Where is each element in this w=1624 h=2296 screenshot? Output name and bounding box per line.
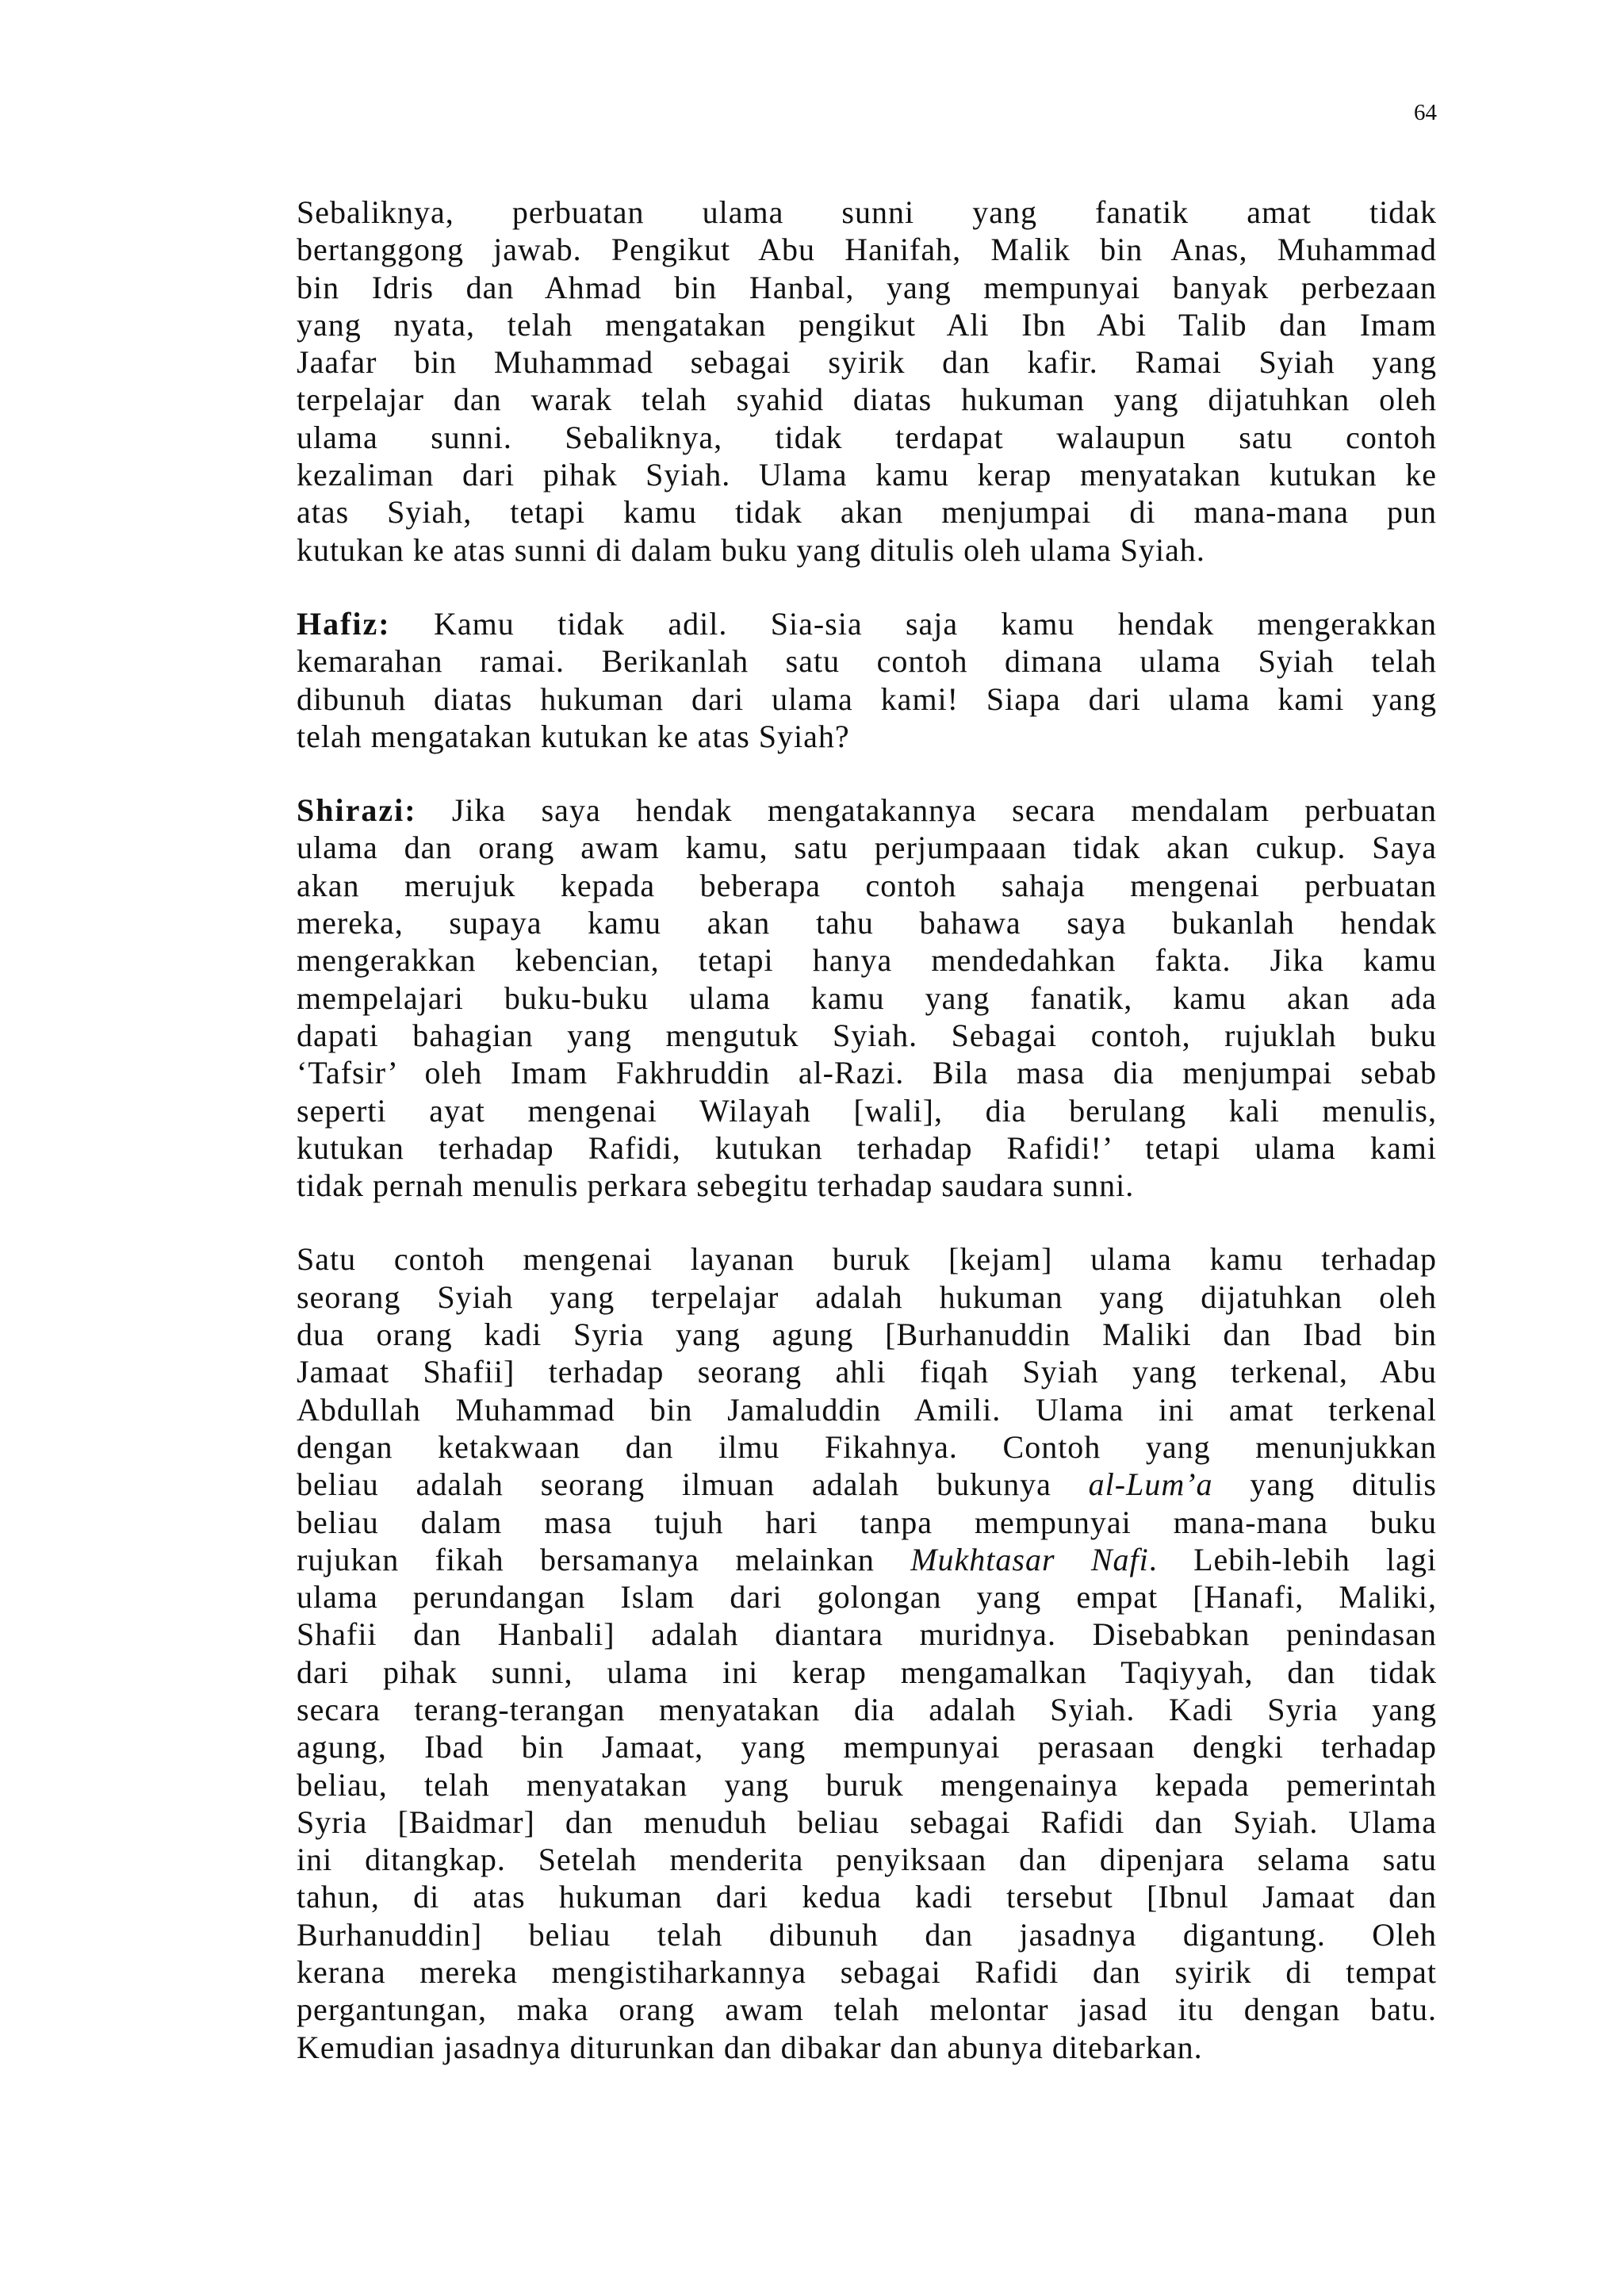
text-line: [297, 792, 1437, 829]
text-line: ulama dan orang awam kamu, satu perjumpaaan tidak akan cukup. Saya: [297, 830, 1437, 866]
text-line: dapati bahagian yang mengutuk Syiah. Sebagai contoh, rujuklah buku: [297, 1017, 1437, 1053]
line-text: yang ditulis: [1212, 1466, 1437, 1503]
text-line: atas Syiah, tetapi kamu tidak akan menjumpai di mana-mana pun: [297, 494, 1437, 531]
book-title: Mukhtasar Nafi: [910, 1541, 1149, 1577]
text-line: Burhanuddin] beliau telah dibunuh dan jasadnya digantung. Oleh: [297, 1916, 1437, 1953]
text-line: kezaliman dari pihak Syiah. Ulama kamu kerap menyatakan kutukan ke: [297, 457, 1437, 493]
speech-text: Jika saya hendak mengatakannya secara mendalam perbuatan: [416, 792, 1437, 829]
text-line: tahun, di atas hukuman dari kedua kadi tersebut [Ibnul Jamaat dan: [297, 1879, 1437, 1915]
text-line: Satu contoh mengenai layanan buruk [kejam] ulama kamu terhadap: [297, 1241, 1437, 1278]
text-line: kerana mereka mengistiharkannya sebagai Rafidi dan syirik di tempat: [297, 1954, 1437, 1991]
text-line: Abdullah Muhammad bin Jamaluddin Amili. Ulama ini amat terkenal: [297, 1391, 1437, 1428]
text-line: kemarahan ramai. Berikanlah satu contoh dimana ulama Syiah telah: [297, 643, 1437, 680]
text-line: dari pihak sunni, ulama ini kerap mengamalkan Taqiyyah, dan tidak: [297, 1654, 1437, 1690]
text-line: ‘Tafsir’ oleh Imam Fakhruddin al-Razi. Bila masa dia menjumpai sebab: [297, 1055, 1437, 1091]
text-line: seorang Syiah yang terpelajar adalah hukuman yang dijatuhkan oleh: [297, 1278, 1437, 1315]
text-line: yang nyata, telah mengatakan pengikut Ali Ibn Abi Talib dan Imam: [297, 306, 1437, 343]
text-line: telah mengatakan kutukan ke atas Syiah?: [297, 718, 850, 754]
text-line: akan merujuk kepada beberapa contoh sahaja mengenai perbuatan: [297, 867, 1437, 903]
text-line: seperti ayat mengenai Wilayah [wali], dia berulang kali menulis,: [297, 1092, 1437, 1129]
speech-text: Kamu tidak adil. Sia-sia saja kamu hendak mengerakkan: [390, 605, 1437, 642]
line-text: . Lebih-lebih lagi: [1148, 1541, 1437, 1577]
text-line: Kemudian jasadnya diturunkan dan dibakar dan abunya ditebarkan.: [297, 2029, 1203, 2065]
text-line: Syria [Baidmar] dan menuduh beliau sebagai Rafidi dan Syiah. Ulama: [297, 1803, 1437, 1840]
text-line: Jaafar bin Muhammad sebagai syirik dan kafir. Ramai Syiah yang: [297, 344, 1437, 381]
paragraph-4: [297, 1240, 1437, 2066]
text-line: tidak pernah menulis perkara sebegitu terhadap saudara sunni.: [297, 1167, 1135, 1204]
text-line: dibunuh diatas hukuman dari ulama kami! Siapa dari ulama kami yang: [297, 680, 1437, 717]
text-line: ulama perundangan Islam dari golongan yang empat [Hanafi, Maliki,: [297, 1579, 1437, 1616]
text-line: beliau dalam masa tujuh hari tanpa mempunyai mana-mana buku: [297, 1504, 1437, 1540]
paragraph-shirazi: [297, 792, 1437, 1204]
text-line: agung, Ibad bin Jamaat, yang mempunyai perasaan dengki terhadap: [297, 1729, 1437, 1765]
text-line: secara terang-terangan menyatakan dia adalah Syiah. Kadi Syria yang: [297, 1691, 1437, 1727]
text-line: ini ditangkap. Setelah menderita penyiksaan dan dipenjara selama satu: [297, 1842, 1437, 1878]
text-line: beliau, telah menyatakan yang buruk mengenainya kepada pemerintah: [297, 1766, 1437, 1803]
paragraph-hafiz: [297, 605, 1437, 755]
text-line: [297, 605, 1437, 642]
book-title: al-Lum’a: [1088, 1466, 1213, 1503]
text-line: ulama sunni. Sebaliknya, tidak terdapat walaupun satu contoh: [297, 419, 1437, 455]
text-line: mereka, supaya kamu akan tahu bahawa saya bukanlah hendak: [297, 905, 1437, 941]
text-line: mempelajari buku-buku ulama kamu yang fanatik, kamu akan ada: [297, 979, 1437, 1016]
text-line: dengan ketakwaan dan ilmu Fikahnya. Contoh yang menunjukkan: [297, 1428, 1437, 1465]
line-text: beliau adalah seorang ilmuan adalah bukunya: [297, 1466, 1089, 1503]
text-line: kutukan ke atas sunni di dalam buku yang ditulis oleh ulama Syiah.: [297, 531, 1205, 568]
text-line: Shafii dan Hanbali] adalah diantara muridnya. Disebabkan penindasan: [297, 1616, 1437, 1653]
text-line: bertanggong jawab. Pengikut Abu Hanifah, Malik bin Anas, Muhammad: [297, 232, 1437, 268]
text-line: [297, 1541, 1437, 1578]
text-line: terpelajar dan warak telah syahid diatas hukuman yang dijatuhkan oleh: [297, 381, 1437, 418]
page-number: 64: [1414, 100, 1437, 125]
speaker-label: Hafiz:: [297, 605, 391, 642]
speaker-label: Shirazi:: [297, 792, 417, 829]
text-line: dua orang kadi Syria yang agung [Burhanuddin Maliki dan Ibad bin: [297, 1317, 1437, 1353]
text-line: bin Idris dan Ahmad bin Hanbal, yang mempunyai banyak perbezaan: [297, 269, 1437, 305]
line-text: rujukan fikah bersamanya melainkan: [297, 1541, 911, 1577]
paragraph-1: [297, 194, 1437, 569]
text-line: kutukan terhadap Rafidi, kutukan terhadap Rafidi!’ tetapi ulama kami: [297, 1129, 1437, 1166]
body-text: [297, 194, 1437, 2102]
text-line: Sebaliknya, perbuatan ulama sunni yang fanatik amat tidak: [297, 194, 1437, 230]
text-line: mengerakkan kebencian, tetapi hanya mendedahkan fakta. Jika kamu: [297, 942, 1437, 979]
text-line: pergantungan, maka orang awam telah melontar jasad itu dengan batu.: [297, 1991, 1437, 2028]
text-line: [297, 1466, 1437, 1503]
text-line: Jamaat Shafii] terhadap seorang ahli fiqah Syiah yang terkenal, Abu: [297, 1354, 1437, 1390]
